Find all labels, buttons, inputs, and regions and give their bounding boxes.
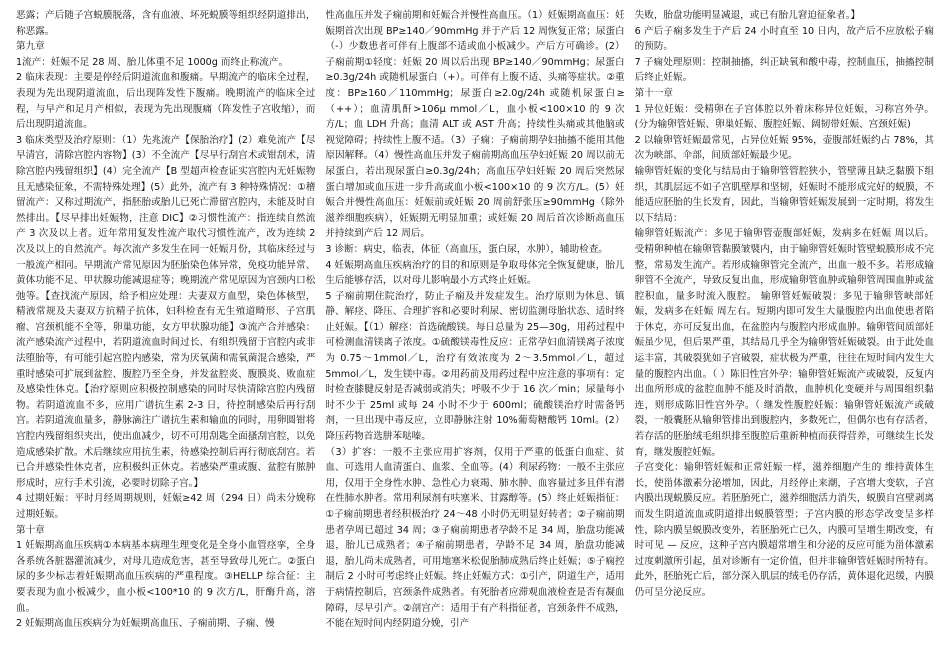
paragraph: 5 子痫前期住院治疗，防止子痫及并发症发生。治疗原则为休息、镇静、解痉、降压、合理扩容和必要时利尿、密切监测母胎状态、适时终止妊娠。【（1）解痉：首选硫酸镁。每日总量为 25—30g，用药过程中可检测血清镁离子浓度。①硫酸镁毒性反应：正常孕妇血清镁离子浓度为 0.75～1mmol／L，治疗有效浓度为 2～3.5mmol／L，超过 5mmol／L，发生镁中毒。②用药前及用药过程中应注意的事项有：定时检查膝腱反射是否减弱或消失；呼吸不少于 16 次／min；尿量每小时不少于 25ml 或每 24 小时不少于 600ml；硫酸镁治疗时需备钙剂，一旦出现中毒反应，立即静脉注射 10%葡萄糖酸钙 10ml。(2）降压药物首选肼苯哒嗪。 xyxy=(325,290,625,443)
paragraph: 1流产：妊娠不足 28 周、胎儿体重不足 1000g 而终止称流产。 xyxy=(16,56,289,68)
paragraph: （3）扩容：一般不主张应用扩容剂，仅用于严重的低蛋白血症、贫血、可选用人血清蛋白、血浆、全血等。(4）利尿药物：一般不主张应用，仅用于全身性水肿、急性心力衰竭、肺水肿、血容量过多且伴有潜在性肺水肿者。常用利尿剂有呋塞米、甘露醇等。(5）终止妊娠指征：①子痫前期患者经积极治疗 24～48 小时仍无明显好转者；②子痫前期患者孕周已超过 34 周；③子痫前期患者孕龄不足 34 周，胎盘功能减退，胎儿已成熟者；④子痫前期患者，孕龄不足 34 周，胎盘功能减退，胎儿尚未成熟者，可用地塞米松促胎肺成熟后终止妊娠；⑤子痫控制后 2 小时可考虑终止妊娠。终止妊娠方式：①引产，阴道生产，适用于病情控制后，宫颈条件成熟者。有死胎者应滞观血液检查是否有凝血障碍，尽早引产。②剖宫产：适用于有产科指征者，宫颈条件不成熟，不能在短时间内经阴道分娩，引产 xyxy=(325,446,625,630)
paragraph: 失败，胎盘功能明显减退，或已有胎儿窘迫征象者。】 xyxy=(634,10,861,21)
paragraph: 子宫变化：输卵管妊娠和正常妊娠一样，滋养细胞产生的 维持黄体生长，使甾体激素分泌增加，因此，月经停止来潮，子宫增大变软，子宫内膜出现蜕膜反应。若胚胎死亡，滋养细胞活力消失，蜕膜自宫壁剥离而发生阴道流血或阴道排出蜕膜管型；子宫内膜的形态学改变呈多样性，除内膜呈蜕膜改变外，若胚胎死亡已久，内膜可呈增生期改变，有时可见 — 反应，这种子宫内膜超常增生和分泌的反应可能为甾体激素过度刺激所引起，虽对诊断有一定价值，但并非输卵管妊娠时所特有。此外，胚胎死亡后，部分深入肌层的绒毛仍存活，黄体退化迟缓，内膜仍可呈分泌反应。 xyxy=(634,462,934,598)
paragraph: 2 以输卵管妊娠最常见，占异位妊娠 95%，壶腹部妊娠约占 78%，其次为峡部、伞部，间质部妊娠最少见。 xyxy=(634,134,934,162)
paragraph: 恶露；产后随子宫蜕膜脱落，含有血液、坏死蜕膜等组织经阴道排出，称恶露。 xyxy=(16,10,316,37)
text-column-3 xyxy=(635,8,934,672)
paragraph: 3 临床类型及治疗原则：（1）先兆流产【保胎治疗】(2）难免流产【尽早清宫，清除宫腔内容物】(3）不全流产【尽早行刮宫术或钳刮术，清除宫腔内残留组织】(4）完全流产【B 型超声检查证实宫腔内无妊娠物且无感染征象，不需特殊处理】(5）此外，流产有 3 种特殊情况：①稽留流产：又称过期流产，指胚胎或胎儿已死亡滞留宫腔内，未能及时自然排出。【尽早排出妊娠物，注意 DIC】②习惯性流产：指连续自然流产 3 次及以上者。近年常用复发性流产取代习惯性流产，改为连续 2 次及以上的自然流产。每次流产多发生在同一妊娠月份，其临床经过与一般流产相同。早期流产常见原因为胚胎染色体异常，免疫功能异常、黄体功能不足、甲状腺功能减退症等；晚期流产常见原因为宫颈内口松弛等。【查找流产原因，给予相应处理：夫妻双方血型，染色体核型，精液常规及夫妻双方抗精子抗体，妇科检查有无生殖道畸形、子宫肌瘤、宫颈机能不全等，卵巢功能，女方甲状腺功能】③流产合并感染：流产感染流产过程中，若阴道流血时间过长、有组织残留于宫腔内或非法堕胎等，有可能引起宫腔内感染，常为厌氧菌和需氧菌混合感染，严重时感染可扩展到盆腔、腹腔乃至全身，并发盆腔炎、腹膜炎、败血症及感染性休克。【治疗原则应积极控制感染的同时尽快清除宫腔内残留物。若阴道流血不多，应用广谱抗生素 2-3 日，待控制感染后再行刮宫。若阴道流血量多，静脉滴注广谱抗生素和输血的同时，用卵圆钳将宫腔内残留组织夹出，使出血减少，切不可用刮匙全面搔刮宫腔，以免造成感染扩散。术后继续应用抗生素，待感染控制后再行彻底刮宫。若已合并感染性休克者，应积极纠正休克。若感染严重或腹、盆腔有脓肿形成时，应行手术引流，必要时切除子宫。】 xyxy=(16,134,316,489)
paragraph: 性高血压并发子痫前期和妊娠合并慢性高血压。（1）妊娠期高血压：妊娠期首次出现 BP≥140／90mmHg 并于产后 12 周恢复正常；尿蛋白（-）少数患者可伴有上腹部不适或血小板减少。产后方可确诊。(2）子痫前期①轻度：妊娠 20 周以后出现 BP≥140／90mmHg；尿蛋白≥0.3g/24h 或随机尿蛋白（+）。可伴有上腹不适、头痛等症状。②重度：BP≥160／110mmHg；尿蛋白≥2.0g/24h 或随机尿蛋白≥（++）；血清肌酐>106μ mmol／L，血小板<100×10 的 9 次方/L；血 LDH 升高；血清 ALT 或 AST 升高；持续性头痛或其他脑或视觉障碍；持续性上腹不适。（3）子痫：子痫前期孕妇抽搐不能用其他原因解释。（4）慢性高血压并发子痫前期高血压孕妇妊娠 20 周以前无尿蛋白，若出现尿蛋白≥0.3g/24h；高血压孕妇妊娠 20 周后突然尿蛋白增加或血压进一步升高或血小板<100×10 的 9 次方/L。(5）妊娠合并慢性高血压：妊娠前或妊娠 20 周前舒张压≥90mmHg（除外滋养细胞疾病），妊娠期无明显加重；或妊娠 20 周后首次诊断高血压并持续到产后 12 周后。 xyxy=(325,10,625,240)
paragraph: 1 异位妊娠：受精卵在子宫体腔以外着床称异位妊娠，习称宫外孕。(分为输卵管妊娠、卵巢妊娠、腹腔妊娠、阔韧带妊娠、宫颈妊娠) xyxy=(634,103,934,131)
paragraph: 4 妊娠期高血压疾病治疗的目的和原则是争取母体完全恢复健康，胎儿生后能够存活，以对母儿影响最小方式终止妊娠。 xyxy=(325,259,625,287)
paragraph: 1 妊娠期高血压疾病①本病基本病理生理变化是全身小血管痉挛，全身各系统各脏器灌流减少，对母儿造成危害，甚至导致母儿死亡。②蛋白尿的多少标志着妊娠期高血压疾病的严重程度。③HELLP 综合征：主要表现为血小板减少，血小板<100*10 的 9 次方/L，肝酶升高，溶血。 xyxy=(16,540,316,614)
paragraph: 3 诊断：病史，临表，体征（高血压，蛋白尿，水肿），辅助检查。 xyxy=(325,243,608,255)
paragraph: 7 子痫处理原则：控制抽搐，纠正缺氧和酸中毒，控制血压，抽搐控制后终止妊娠。 xyxy=(634,56,934,84)
paragraph: 输卵管妊娠的变化与结局由于输卵管管腔狭小，管壁薄且缺乏黏膜下组织，其肌层远不如子宫肌壁厚和坚韧，妊娠时不能形成完好的蜕膜，不能适应胚胎的生长发育，因此，当输卵管妊娠发展到一定时期，将发生以下结局： xyxy=(634,165,934,224)
paragraph: 4 过期妊娠：平时月经周期规则，妊娠≥42 周（294 日）尚未分娩称过期妊娠。 xyxy=(16,493,316,520)
text-column-2 xyxy=(325,8,624,672)
paragraph: 2 妊娠期高血压疾病分为妊娠期高血压、子痫前期、子痫、慢 xyxy=(16,618,275,630)
chapter-heading: 第十一章 xyxy=(634,87,674,99)
paragraph: 输卵管妊娠流产：多见于输卵管壶腹部妊娠，发病多在妊娠 周以后。受精卵种植在输卵管黏膜皱襞内，由于输卵管妊娠时管壁蜕膜形成不完整，常易发生流产。若形成输卵管完全流产，出血一般不多。若形成输卵管不全流产，导致反复出血，形成输卵管血肿或输卵管周围血肿或盆腔积血，量多时流入腹腔。 输卵管妊娠破裂：多见于输卵管峡部妊娠，发病多在妊娠 周左右。短期内即可发生大量腹腔内出血使患者陷于休克，亦可反复出血，在盆腔内与腹腔内形成血肿。输卵管间质部妊娠虽少见，但后果严重，其结局几乎全为输卵管妊娠破裂。由于此处血运丰富，其破裂犹如子宫破裂，症状极为严重，往往在短时间内发生大量的腹腔内出血。（ ）陈旧性宫外孕：输卵管妊娠流产或破裂，反复内出血所形成的盆腔血肿不能及时消散，血肿机化变硬并与周围组织黏连，则形成陈旧性宫外孕。（ 继发性腹腔妊娠：输卵管妊娠流产或破裂，一般囊胚从输卵管排出到腹腔内，多数死亡，但偶尔也有存活者，若存活的胚胎绒毛组织排至腹腔后重新种植而获得营养，可继续生长发育，继发腹腔妊娠。 xyxy=(634,228,934,458)
paragraph: 6 产后子痫多发生于产后 24 小时直至 10 日内，故产后不应放松子痫的预防。 xyxy=(634,25,934,53)
text-column-1 xyxy=(16,8,315,672)
chapter-heading: 第十章 xyxy=(16,524,45,536)
chapter-heading: 第九章 xyxy=(16,41,45,53)
paragraph: 2 临床表现：主要是停经后阴道流血和腹痛。早期流产的临床全过程，表现为先出现阴道流血，后出现阵发性下腹痛。晚期流产的临床全过程，与早产和足月产相似，表现为先出现腹痛（阵发性子宫收缩），而后出现阴道流血。 xyxy=(16,72,316,131)
